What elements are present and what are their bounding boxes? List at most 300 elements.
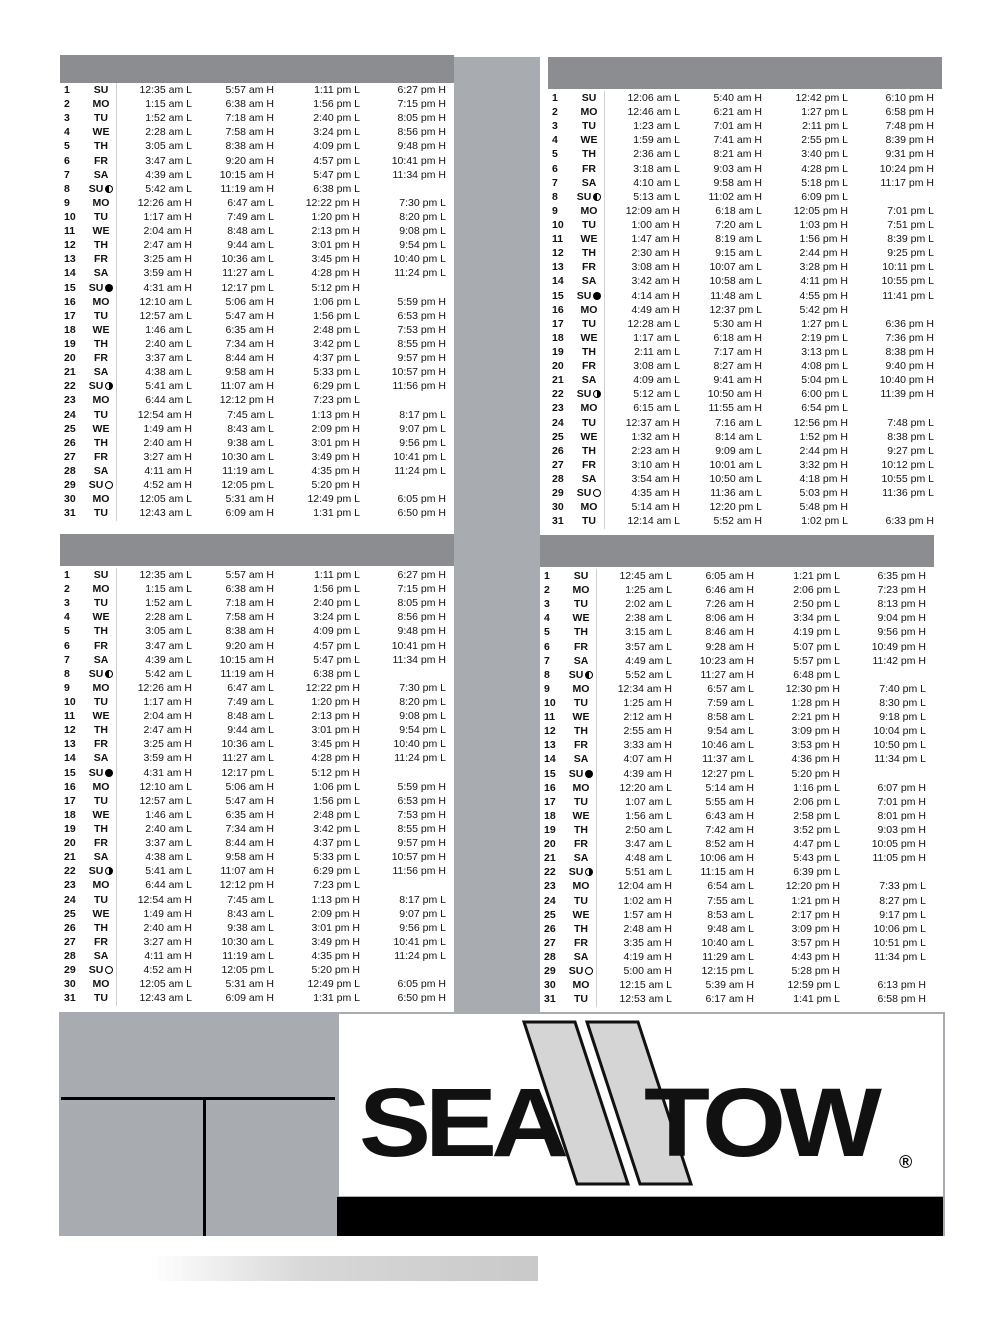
tide-time: 2:04 am H bbox=[143, 710, 192, 723]
day-number: 7 bbox=[64, 653, 70, 666]
tide-time: 1:41 pm L bbox=[793, 993, 840, 1006]
tide-row bbox=[60, 723, 454, 737]
day-number: 9 bbox=[544, 682, 550, 695]
tide-row bbox=[540, 781, 934, 795]
tide-time: 5:28 pm H bbox=[791, 965, 840, 978]
tide-time: 7:49 am L bbox=[227, 210, 274, 223]
tide-time: 11:07 am H bbox=[220, 865, 274, 878]
tide-row bbox=[548, 133, 942, 147]
weekday-label: SU bbox=[88, 766, 104, 779]
day-number: 10 bbox=[544, 696, 556, 709]
tide-time: 2:44 pm H bbox=[799, 247, 848, 260]
day-number: 26 bbox=[544, 922, 556, 935]
day-number: 24 bbox=[64, 408, 76, 421]
tide-time: 5:31 am H bbox=[225, 493, 274, 506]
tide-time: 4:11 pm H bbox=[800, 275, 848, 288]
tide-time: 3:13 pm L bbox=[801, 345, 848, 358]
tide-time: 1:31 pm L bbox=[313, 507, 360, 520]
tide-row bbox=[548, 91, 942, 105]
weekday-label: MO bbox=[92, 780, 110, 793]
tide-time: 10:51 pm L bbox=[873, 936, 926, 949]
day-number: 30 bbox=[64, 978, 76, 991]
weekday-label: MO bbox=[92, 681, 110, 694]
tide-time: 11:17 pm H bbox=[880, 176, 934, 189]
tide-row bbox=[548, 472, 942, 486]
weekday-label: FR bbox=[94, 253, 108, 266]
tide-time: 12:14 am L bbox=[627, 515, 680, 528]
tide-time: 9:25 pm L bbox=[887, 247, 934, 260]
tide-time: 9:57 pm H bbox=[397, 352, 446, 365]
tide-time: 3:52 pm L bbox=[793, 823, 840, 836]
day-number: 23 bbox=[64, 394, 76, 407]
tide-time: 10:12 pm L bbox=[881, 458, 934, 471]
day-number: 2 bbox=[544, 584, 550, 597]
weekday-label: WE bbox=[92, 422, 110, 435]
tide-row bbox=[60, 864, 454, 878]
tide-time: 9:31 pm H bbox=[885, 148, 934, 161]
tide-time: 5:42 pm H bbox=[799, 303, 848, 316]
tide-time: 7:15 pm H bbox=[397, 583, 446, 596]
day-number: 13 bbox=[64, 738, 76, 751]
weekday-label: FR bbox=[574, 739, 588, 752]
tide-time: 10:30 am L bbox=[221, 450, 274, 463]
day-number: 16 bbox=[544, 781, 556, 794]
footer-info-box bbox=[59, 1012, 337, 1236]
tide-row bbox=[60, 379, 454, 393]
weekday-label: TH bbox=[94, 625, 108, 638]
tide-row bbox=[540, 950, 934, 964]
tide-time: 3:47 am L bbox=[145, 154, 192, 167]
tide-time: 12:12 pm H bbox=[219, 394, 274, 407]
weekday-label: TU bbox=[94, 794, 108, 807]
day-number: 14 bbox=[64, 752, 76, 765]
weekday-label: MO bbox=[92, 583, 110, 596]
tide-row bbox=[60, 295, 454, 309]
tide-time: 11:19 am L bbox=[222, 949, 274, 962]
tide-time: 7:41 am H bbox=[713, 134, 762, 147]
tide-time: 11:36 pm L bbox=[882, 487, 934, 500]
tide-time: 7:17 am H bbox=[713, 345, 762, 358]
tide-time: 8:39 pm L bbox=[887, 233, 934, 246]
tide-time: 1:49 am H bbox=[143, 422, 192, 435]
tide-row bbox=[540, 611, 934, 625]
weekday-label: WE bbox=[92, 907, 110, 920]
tide-time: 10:55 pm L bbox=[881, 275, 934, 288]
tide-time: 9:07 pm L bbox=[399, 422, 446, 435]
tide-time: 3:45 pm H bbox=[311, 253, 360, 266]
weekday-label: WE bbox=[92, 126, 110, 139]
tide-time: 11:29 am L bbox=[702, 950, 754, 963]
logo-black-bar bbox=[337, 1197, 943, 1236]
tide-time: 3:47 am L bbox=[145, 639, 192, 652]
tide-time: 8:48 am L bbox=[227, 225, 274, 238]
logo-text-sea: SEA bbox=[359, 1067, 564, 1177]
day-number: 31 bbox=[64, 507, 76, 520]
tide-time: 1:23 am L bbox=[633, 120, 680, 133]
tide-time: 9:41 am H bbox=[713, 374, 762, 387]
tide-time: 4:36 pm H bbox=[791, 753, 840, 766]
day-number: 27 bbox=[552, 458, 564, 471]
day-number: 6 bbox=[552, 162, 558, 175]
tide-time: 2:40 pm L bbox=[313, 112, 360, 125]
weekday-label: WE bbox=[580, 134, 598, 147]
tide-time: 6:39 pm L bbox=[793, 866, 840, 879]
weekday-label: WE bbox=[92, 808, 110, 821]
weekday-label: FR bbox=[94, 450, 108, 463]
tide-time: 2:11 pm L bbox=[802, 120, 848, 133]
tide-time: 12:26 am H bbox=[137, 681, 192, 694]
tide-time: 8:19 am L bbox=[715, 233, 762, 246]
tide-time: 7:33 pm L bbox=[879, 880, 926, 893]
tide-time: 10:24 pm H bbox=[879, 162, 934, 175]
tide-time: 1:07 am L bbox=[625, 795, 672, 808]
tide-time: 3:09 pm H bbox=[791, 725, 840, 738]
day-number: 20 bbox=[64, 352, 76, 365]
tide-row bbox=[540, 597, 934, 611]
tide-row bbox=[60, 836, 454, 850]
tide-row bbox=[60, 596, 454, 610]
day-number: 31 bbox=[544, 993, 556, 1006]
tide-row bbox=[60, 751, 454, 765]
tide-time: 12:59 pm L bbox=[787, 979, 840, 992]
tide-time: 7:51 pm L bbox=[887, 218, 934, 231]
tide-time: 5:41 am L bbox=[145, 380, 192, 393]
tide-time: 5:12 am L bbox=[633, 388, 680, 401]
tide-time: 12:57 am L bbox=[139, 794, 192, 807]
weekday-label: TU bbox=[94, 597, 108, 610]
weekday-label: MO bbox=[92, 879, 110, 892]
tide-row bbox=[548, 458, 942, 472]
tide-row bbox=[60, 309, 454, 323]
tide-time: 6:35 pm H bbox=[877, 570, 926, 582]
tide-time: 9:44 am L bbox=[227, 239, 274, 252]
column-divider bbox=[604, 91, 605, 529]
weekday-label: WE bbox=[572, 711, 590, 724]
tide-time: 4:35 am H bbox=[631, 487, 680, 500]
tide-time: 9:44 am L bbox=[227, 724, 274, 737]
tide-time: 9:58 am H bbox=[713, 176, 762, 189]
tide-time: 9:08 pm L bbox=[399, 710, 446, 723]
day-number: 26 bbox=[64, 436, 76, 449]
tide-time: 8:13 pm H bbox=[877, 598, 926, 611]
tide-time: 7:18 am H bbox=[225, 597, 274, 610]
tide-time: 2:55 am H bbox=[623, 725, 672, 738]
tide-time: 3:53 pm H bbox=[791, 739, 840, 752]
tide-time: 5:33 pm L bbox=[313, 366, 360, 379]
tide-time: 4:37 pm L bbox=[313, 352, 360, 365]
tide-time: 1:27 pm L bbox=[801, 106, 848, 119]
weekday-label: MO bbox=[572, 979, 590, 992]
tide-time: 11:02 am H bbox=[708, 190, 762, 203]
tide-row bbox=[60, 182, 454, 196]
day-number: 8 bbox=[552, 190, 558, 203]
tide-time: 5:20 pm H bbox=[311, 479, 360, 492]
weekday-label: MO bbox=[92, 493, 110, 506]
tide-time: 11:27 am H bbox=[700, 668, 754, 681]
tide-time: 1:17 am L bbox=[633, 331, 680, 344]
tide-time: 12:42 pm L bbox=[795, 92, 848, 104]
day-number: 11 bbox=[64, 225, 76, 238]
day-number: 29 bbox=[64, 964, 76, 977]
tide-time: 10:15 am H bbox=[219, 168, 274, 181]
tide-time: 12:57 am L bbox=[139, 309, 192, 322]
day-number: 3 bbox=[544, 598, 550, 611]
tide-time: 12:10 am L bbox=[139, 780, 192, 793]
tide-time: 12:43 am L bbox=[139, 992, 192, 1005]
tide-time: 5:20 pm H bbox=[311, 964, 360, 977]
tide-time: 5:00 am H bbox=[623, 965, 672, 978]
tide-time: 11:48 am L bbox=[710, 289, 762, 302]
tide-time: 4:39 am H bbox=[623, 767, 672, 780]
panel-header bbox=[60, 534, 454, 566]
tide-row bbox=[60, 478, 454, 492]
tide-row bbox=[540, 724, 934, 738]
day-number: 25 bbox=[64, 422, 76, 435]
tide-time: 9:48 pm H bbox=[397, 625, 446, 638]
day-number: 28 bbox=[64, 949, 76, 962]
weekday-label: TH bbox=[574, 626, 588, 639]
tide-row bbox=[60, 125, 454, 139]
tide-time: 1:46 am L bbox=[145, 323, 192, 336]
tide-time: 2:06 pm L bbox=[793, 795, 840, 808]
weekday-label: TU bbox=[574, 696, 588, 709]
day-number: 12 bbox=[552, 247, 564, 260]
weekday-label: TU bbox=[582, 120, 596, 133]
tide-time: 9:04 pm H bbox=[877, 612, 926, 625]
tide-time: 8:38 pm L bbox=[887, 430, 934, 443]
tide-row bbox=[60, 963, 454, 977]
day-number: 27 bbox=[64, 935, 76, 948]
tide-time: 6:48 pm L bbox=[793, 668, 840, 681]
tide-time: 6:17 am H bbox=[705, 993, 754, 1006]
tide-row bbox=[540, 992, 934, 1006]
tide-time: 5:47 pm L bbox=[313, 168, 360, 181]
day-number: 6 bbox=[544, 640, 550, 653]
tide-time: 10:07 am L bbox=[709, 261, 762, 274]
day-number: 14 bbox=[544, 753, 556, 766]
tide-row bbox=[540, 978, 934, 992]
tide-time: 3:42 pm L bbox=[313, 337, 360, 350]
tide-time: 11:34 pm L bbox=[874, 753, 926, 766]
tide-time: 5:07 pm L bbox=[793, 640, 840, 653]
tide-row bbox=[548, 514, 942, 528]
tide-time: 6:54 am L bbox=[707, 880, 754, 893]
tide-row bbox=[60, 408, 454, 422]
tide-time: 8:05 pm H bbox=[397, 112, 446, 125]
tide-time: 5:13 am L bbox=[633, 190, 680, 203]
tide-time: 3:33 am H bbox=[623, 739, 672, 752]
sea-tow-logo-box bbox=[337, 1012, 945, 1236]
tide-time: 7:53 pm H bbox=[397, 808, 446, 821]
tide-time: 8:27 pm L bbox=[879, 894, 926, 907]
tide-time: 1:13 pm H bbox=[311, 893, 360, 906]
tide-time: 8:38 pm H bbox=[885, 345, 934, 358]
tide-row bbox=[60, 154, 454, 168]
tide-time: 9:17 pm L bbox=[879, 908, 926, 921]
day-number: 1 bbox=[64, 569, 70, 581]
weekday-label: MO bbox=[572, 584, 590, 597]
tide-row bbox=[60, 709, 454, 723]
weekday-label: MO bbox=[92, 394, 110, 407]
tide-time: 4:11 am H bbox=[144, 949, 192, 962]
tide-time: 3:01 pm H bbox=[311, 921, 360, 934]
column-divider bbox=[116, 568, 117, 1006]
tide-time: 6:35 am H bbox=[225, 323, 274, 336]
day-number: 29 bbox=[552, 487, 564, 500]
weekday-label: TU bbox=[94, 992, 108, 1005]
tide-time: 3:37 am L bbox=[145, 837, 192, 850]
tide-row bbox=[60, 780, 454, 794]
tide-time: 9:09 am L bbox=[715, 444, 762, 457]
tide-time: 6:58 pm H bbox=[877, 993, 926, 1006]
tide-time: 6:13 pm H bbox=[877, 979, 926, 992]
tide-row bbox=[548, 303, 942, 317]
tide-row bbox=[540, 879, 934, 893]
day-number: 5 bbox=[552, 148, 558, 161]
tide-time: 1:13 pm H bbox=[311, 408, 360, 421]
tide-time: 5:41 am L bbox=[145, 865, 192, 878]
tide-time: 3:45 pm H bbox=[311, 738, 360, 751]
tide-rows bbox=[60, 83, 454, 520]
tide-time: 6:53 pm H bbox=[397, 309, 446, 322]
day-number: 5 bbox=[64, 625, 70, 638]
weekday-label: TU bbox=[94, 695, 108, 708]
day-number: 28 bbox=[552, 472, 564, 485]
tide-time: 6:00 pm L bbox=[801, 388, 848, 401]
weekday-label: SA bbox=[581, 176, 597, 189]
day-number: 3 bbox=[64, 597, 70, 610]
tide-time: 8:44 am H bbox=[225, 837, 274, 850]
tide-row bbox=[60, 393, 454, 407]
tide-rows bbox=[540, 569, 934, 1006]
day-number: 27 bbox=[64, 450, 76, 463]
weekday-label: FR bbox=[582, 360, 596, 373]
weekday-label: TU bbox=[582, 416, 596, 429]
day-number: 22 bbox=[64, 865, 76, 878]
tide-time: 10:46 am L bbox=[701, 739, 754, 752]
weekday-label: SA bbox=[581, 275, 597, 288]
tide-time: 10:41 pm L bbox=[393, 935, 446, 948]
tide-time: 4:47 pm L bbox=[793, 838, 840, 851]
tide-time: 9:56 pm H bbox=[877, 626, 926, 639]
tide-time: 1:25 am L bbox=[625, 584, 672, 597]
tide-time: 6:36 pm H bbox=[885, 317, 934, 330]
tide-time: 7:53 pm H bbox=[397, 323, 446, 336]
day-number: 22 bbox=[64, 380, 76, 393]
tide-time: 5:51 am L bbox=[625, 866, 672, 879]
tide-row bbox=[60, 506, 454, 520]
tide-time: 3:10 am H bbox=[631, 458, 680, 471]
tide-time: 3:05 am L bbox=[145, 625, 192, 638]
day-number: 31 bbox=[64, 992, 76, 1005]
tide-row bbox=[60, 139, 454, 153]
tide-time: 10:36 am L bbox=[221, 738, 274, 751]
day-number: 31 bbox=[552, 515, 564, 528]
tide-time: 4:28 pm H bbox=[311, 752, 360, 765]
tide-time: 2:55 pm L bbox=[801, 134, 848, 147]
tide-time: 8:17 pm L bbox=[399, 408, 446, 421]
tide-time: 10:40 am L bbox=[701, 936, 754, 949]
weekday-label: TU bbox=[582, 317, 596, 330]
tide-time: 1:52 pm H bbox=[799, 430, 848, 443]
tide-row bbox=[60, 224, 454, 238]
tide-time: 10:50 am H bbox=[707, 388, 762, 401]
tide-time: 4:48 am L bbox=[625, 852, 672, 865]
weekday-label: MO bbox=[580, 204, 598, 217]
weekday-label: TU bbox=[582, 515, 596, 528]
tide-time: 11:24 pm L bbox=[394, 464, 446, 477]
tide-time: 7:34 am H bbox=[225, 337, 274, 350]
tide-time: 5:06 am H bbox=[225, 780, 274, 793]
tide-time: 7:18 am H bbox=[225, 112, 274, 125]
weekday-label: FR bbox=[94, 639, 108, 652]
tide-time: 1:56 am L bbox=[625, 809, 672, 822]
day-number: 12 bbox=[544, 725, 556, 738]
tide-time: 10:06 pm L bbox=[873, 922, 926, 935]
tide-row bbox=[60, 737, 454, 751]
tide-time: 4:57 pm L bbox=[313, 154, 360, 167]
tide-time: 2:40 pm L bbox=[313, 597, 360, 610]
tide-time: 4:39 am L bbox=[145, 653, 192, 666]
tide-time: 5:03 pm H bbox=[799, 487, 848, 500]
tide-time: 9:03 am H bbox=[713, 162, 762, 175]
tide-time: 6:27 pm H bbox=[397, 84, 446, 96]
tide-time: 10:55 pm L bbox=[881, 472, 934, 485]
tide-time: 3:08 am H bbox=[631, 261, 680, 274]
tide-time: 3:59 am H bbox=[143, 267, 192, 280]
tide-time: 5:48 pm H bbox=[799, 501, 848, 514]
day-number: 21 bbox=[64, 851, 76, 864]
tide-time: 2:12 am H bbox=[623, 711, 672, 724]
tide-time: 8:38 am H bbox=[225, 625, 274, 638]
tide-time: 2:40 am H bbox=[143, 921, 192, 934]
tide-time: 1:06 pm L bbox=[313, 295, 360, 308]
day-number: 13 bbox=[64, 253, 76, 266]
tide-time: 5:20 pm H bbox=[791, 767, 840, 780]
tide-row bbox=[548, 387, 942, 401]
day-number: 4 bbox=[64, 126, 70, 139]
weekday-label: WE bbox=[572, 612, 590, 625]
tide-time: 3:08 am L bbox=[633, 360, 680, 373]
tide-time: 10:58 am L bbox=[709, 275, 762, 288]
tide-rows bbox=[60, 568, 454, 1005]
day-number: 2 bbox=[64, 98, 70, 111]
tide-time: 7:59 am L bbox=[707, 696, 754, 709]
day-number: 18 bbox=[64, 808, 76, 821]
tide-time: 12:54 am H bbox=[137, 893, 192, 906]
tide-row bbox=[548, 204, 942, 218]
tide-time: 4:49 am L bbox=[625, 654, 672, 667]
tide-row bbox=[540, 668, 934, 682]
tide-time: 3:25 am H bbox=[143, 253, 192, 266]
tide-row bbox=[540, 865, 934, 879]
tide-time: 9:48 pm H bbox=[397, 140, 446, 153]
tide-time: 2:30 am H bbox=[631, 247, 680, 260]
tide-time: 12:46 am L bbox=[627, 106, 680, 119]
weekday-label: SA bbox=[573, 852, 589, 865]
day-number: 24 bbox=[552, 416, 564, 429]
tide-time: 5:12 pm H bbox=[311, 281, 360, 294]
tide-time: 12:05 am L bbox=[139, 493, 192, 506]
tide-row bbox=[540, 710, 934, 724]
tide-time: 9:15 am L bbox=[715, 247, 762, 260]
tide-time: 12:28 am L bbox=[627, 317, 680, 330]
tide-time: 3:37 am L bbox=[145, 352, 192, 365]
tide-time: 6:18 am H bbox=[713, 331, 762, 344]
tide-time: 2:02 am L bbox=[625, 598, 672, 611]
tide-time: 7:40 pm L bbox=[879, 682, 926, 695]
weekday-label: MO bbox=[580, 402, 598, 415]
